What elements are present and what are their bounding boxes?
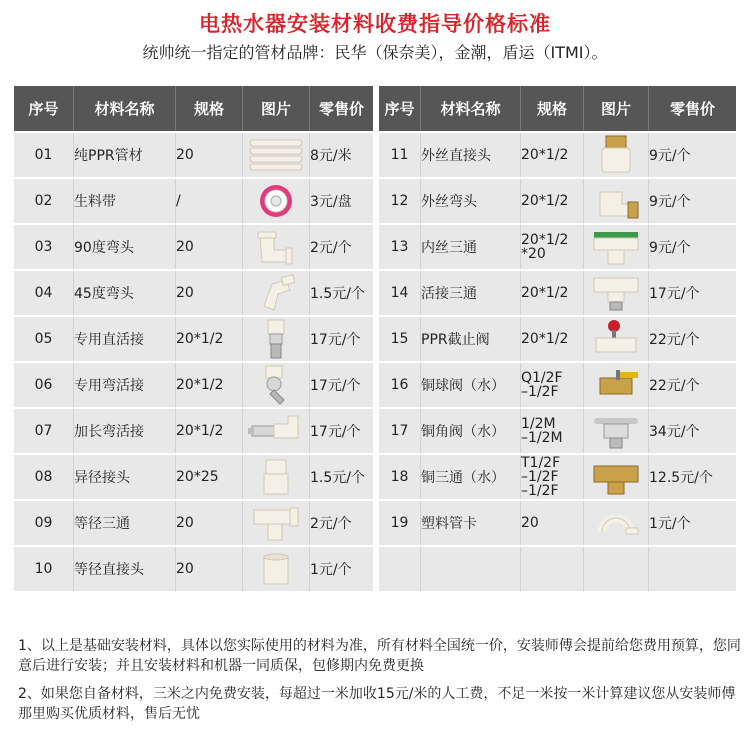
note-1: 1、以上是基础安装材料，具体以您实际使用的材料为准，所有材料全国统一价，安装师傅会提前给您费用预算，您同意后进行安装；并且安装材料和机器一同质保，包修期内免费更换: [18, 638, 741, 674]
product-image: [584, 455, 649, 499]
spec-line: T1/2F: [521, 455, 561, 471]
spec-line: 1/2M: [521, 416, 556, 432]
empty-cell: [649, 547, 736, 591]
column-header-no: 序号: [14, 86, 74, 131]
column-header-spec: 规格: [521, 86, 584, 131]
product-image: [243, 133, 310, 177]
retail-price: 22元/个: [649, 317, 736, 361]
retail-price: 1.5元/个: [310, 271, 373, 315]
column-header-name: 材料名称: [421, 86, 521, 131]
table-row: [379, 317, 736, 361]
product-image: [243, 317, 310, 361]
row-number: 03: [14, 225, 74, 269]
row-number: 10: [14, 547, 74, 591]
retail-price: 34元/个: [649, 409, 736, 453]
elbow-90-icon: [246, 226, 306, 268]
table-row: [14, 455, 373, 499]
spec-line: Q1/2F: [521, 370, 563, 386]
table-header-row: [379, 86, 736, 131]
material-name: 活接三通: [421, 271, 521, 315]
product-image: [243, 225, 310, 269]
column-header-no: 序号: [379, 86, 421, 131]
spec: 20*1/2: [521, 317, 584, 361]
row-number: 05: [14, 317, 74, 361]
female-thread-tee-icon: [586, 226, 646, 268]
straight-union-icon: [246, 318, 306, 360]
reducer-icon: [246, 456, 306, 498]
material-name: 铜三通（水）: [421, 455, 521, 499]
spec-line: –1/2F: [521, 469, 559, 485]
spec: 20*1/2: [521, 271, 584, 315]
product-image: [584, 271, 649, 315]
row-number: 14: [379, 271, 421, 315]
material-name: 外丝直接头: [421, 133, 521, 177]
spec: /: [176, 179, 243, 223]
table-row: [379, 271, 736, 315]
table-row: [14, 133, 373, 177]
material-name: 等径直接头: [74, 547, 176, 591]
spec: 20: [176, 225, 243, 269]
row-number: 15: [379, 317, 421, 361]
empty-cell: [584, 547, 649, 591]
column-header-image: 图片: [584, 86, 649, 131]
row-number: 07: [14, 409, 74, 453]
elbow-45-icon: [246, 272, 306, 314]
brass-tee-icon: [586, 456, 646, 498]
table-row: [14, 179, 373, 223]
table-header-row: [14, 86, 373, 131]
table-row: [379, 409, 736, 453]
spec: 20: [176, 133, 243, 177]
material-name: 异径接头: [74, 455, 176, 499]
table-row: [14, 363, 373, 407]
table-row: [379, 363, 736, 407]
spec: [521, 409, 584, 453]
spec: [521, 455, 584, 499]
row-number: 09: [14, 501, 74, 545]
product-image: [584, 501, 649, 545]
row-number: 19: [379, 501, 421, 545]
material-name: 加长弯活接: [74, 409, 176, 453]
spec: 20: [176, 501, 243, 545]
product-image: [243, 363, 310, 407]
product-image: [243, 179, 310, 223]
product-image: [584, 179, 649, 223]
spec: 20: [176, 547, 243, 591]
retail-price: 8元/米: [310, 133, 373, 177]
column-header-spec: 规格: [176, 86, 243, 131]
spec: [521, 225, 584, 269]
row-number: 11: [379, 133, 421, 177]
row-number: 06: [14, 363, 74, 407]
retail-price: 1元/个: [310, 547, 373, 591]
row-number: 18: [379, 455, 421, 499]
spec: 20: [176, 271, 243, 315]
retail-price: 17元/个: [649, 271, 736, 315]
long-elbow-union-icon: [246, 410, 306, 452]
retail-price: 17元/个: [310, 363, 373, 407]
note-2: 2、如果您自备材料，三米之内免费安装，每超过一米加收15元/米的人工费，不足一米按一米计算建议您从安装师傅那里购买优质材料，售后无忧: [18, 686, 736, 722]
tape-roll-icon: [246, 180, 306, 222]
spec-line: *20: [521, 246, 546, 262]
table-row: [14, 317, 373, 361]
spec-line: 20*1/2: [521, 232, 569, 248]
spec-line: –1/2F: [521, 384, 559, 400]
spec: 20*1/2: [176, 409, 243, 453]
column-header-image: 图片: [243, 86, 310, 131]
stop-valve-icon: [586, 318, 646, 360]
material-name: 90度弯头: [74, 225, 176, 269]
price-table-right: [379, 84, 736, 593]
product-image: [243, 409, 310, 453]
empty-row: [379, 547, 736, 591]
spec: 20: [521, 501, 584, 545]
material-name: 专用弯活接: [74, 363, 176, 407]
product-image: [584, 409, 649, 453]
material-name: 外丝弯头: [421, 179, 521, 223]
pipe-bundle-icon: [246, 134, 306, 176]
material-name: 铜球阀（水）: [421, 363, 521, 407]
table-row: [379, 225, 736, 269]
retail-price: 17元/个: [310, 317, 373, 361]
product-image: [584, 133, 649, 177]
retail-price: 2元/个: [310, 501, 373, 545]
table-row: [14, 501, 373, 545]
spec: 20*25: [176, 455, 243, 499]
empty-cell: [521, 547, 584, 591]
product-image: [243, 501, 310, 545]
retail-price: 9元/个: [649, 225, 736, 269]
row-number: 16: [379, 363, 421, 407]
page-title: 电热水器安装材料收费指导价格标准: [199, 12, 551, 36]
column-header-price: 零售价: [310, 86, 373, 131]
coupling-icon: [246, 548, 306, 590]
product-image: [584, 317, 649, 361]
retail-price: 1.5元/个: [310, 455, 373, 499]
material-name: 内丝三通: [421, 225, 521, 269]
material-name: 专用直活接: [74, 317, 176, 361]
elbow-union-icon: [246, 364, 306, 406]
retail-price: 2元/个: [310, 225, 373, 269]
spec-line: –1/2M: [521, 430, 563, 446]
retail-price: 22元/个: [649, 363, 736, 407]
retail-price: 3元/盘: [310, 179, 373, 223]
spec: 20*1/2: [176, 317, 243, 361]
row-number: 17: [379, 409, 421, 453]
material-name: PPR截止阀: [421, 317, 521, 361]
table-row: [379, 501, 736, 545]
material-name: 等径三通: [74, 501, 176, 545]
notes: [18, 636, 743, 732]
retail-price: 12.5元/个: [649, 455, 736, 499]
row-number: 02: [14, 179, 74, 223]
row-number: 01: [14, 133, 74, 177]
pipe-clip-icon: [586, 502, 646, 544]
union-tee-icon: [586, 272, 646, 314]
retail-price: 9元/个: [649, 179, 736, 223]
empty-cell: [421, 547, 521, 591]
row-number: 04: [14, 271, 74, 315]
ball-valve-icon: [586, 364, 646, 406]
column-header-name: 材料名称: [74, 86, 176, 131]
material-name: 45度弯头: [74, 271, 176, 315]
table-row: [379, 179, 736, 223]
row-number: 13: [379, 225, 421, 269]
material-name: 塑料管卡: [421, 501, 521, 545]
table-row: [14, 547, 373, 591]
retail-price: 1元/个: [649, 501, 736, 545]
spec: [521, 363, 584, 407]
angle-valve-icon: [586, 410, 646, 452]
product-image: [584, 225, 649, 269]
retail-price: 9元/个: [649, 133, 736, 177]
spec: 20*1/2: [176, 363, 243, 407]
product-image: [584, 363, 649, 407]
table-row: [14, 271, 373, 315]
equal-tee-icon: [246, 502, 306, 544]
male-thread-coupling-icon: [586, 134, 646, 176]
row-number: 12: [379, 179, 421, 223]
spec-line: –1/2F: [521, 483, 559, 499]
column-header-price: 零售价: [649, 86, 736, 131]
retail-price: 17元/个: [310, 409, 373, 453]
row-number: 08: [14, 455, 74, 499]
material-name: 铜角阀（水）: [421, 409, 521, 453]
empty-cell: [379, 547, 421, 591]
male-thread-elbow-icon: [586, 180, 646, 222]
table-row: [14, 409, 373, 453]
product-image: [243, 547, 310, 591]
product-image: [243, 271, 310, 315]
table-row: [379, 133, 736, 177]
price-table-left: [14, 84, 373, 593]
product-image: [243, 455, 310, 499]
page-subtitle: 统帅统一指定的管材品牌：民华（保奈美），金潮，盾运（ITMI）。: [142, 43, 608, 62]
table-row: [379, 455, 736, 499]
table-row: [14, 225, 373, 269]
material-name: 纯PPR管材: [74, 133, 176, 177]
spec: 20*1/2: [521, 179, 584, 223]
spec: 20*1/2: [521, 133, 584, 177]
material-name: 生料带: [74, 179, 176, 223]
